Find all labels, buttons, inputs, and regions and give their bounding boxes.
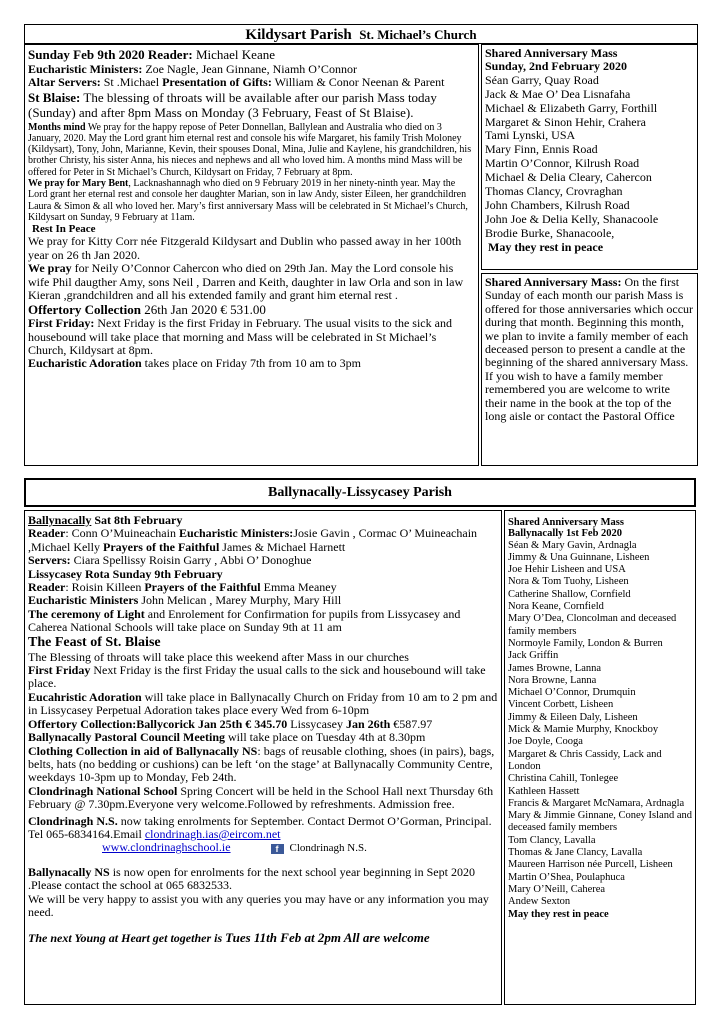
bally-clothing-collection: Clothing Collection in aid of Ballynacally NS: bags of reusable clothing, shoes (in pairs), bags, belts, hats (no bedding or cushions) can be left ‘on the stage’ at Ballynacally Community Centre, weekdays 10-3pm up to Monday, Feb 24th. xyxy=(28,743,495,785)
bally-title: Ballynacally-Lissycasey Parish xyxy=(268,485,452,500)
bally-title-box xyxy=(24,478,696,507)
anniv-name-item: Kathleen Hassett xyxy=(508,785,580,797)
kildysart-adoration: Eucharistic Adoration takes place on Friday 7th from 10 am to 3pm xyxy=(28,356,361,371)
kildysart-neily-oconnor: We pray for Neily O’Connor Cahercon who died on 29th Jan. May the Lord console his wife Phil daugther Amy, sons Neil , Darren and Keith, daughter in law Orla and son in law Kieran ,grandchildren and all his extended family and grant him eternal rest . xyxy=(28,261,464,303)
anniv-name-item: Joe Doyle, Cooga xyxy=(508,736,583,748)
bally-young-at-heart: The next Young at Heart get together is Tues 11th Feb at 2pm All are welcome xyxy=(28,930,430,946)
kildysart-first-friday: First Friday: Next Friday is the first Friday in February. The usual visits to the sick and housebound will take place that morning and Mass will be celebrated in St Michael’s Church, Kildysart at 8pm. xyxy=(28,316,452,357)
kildysart-main-column xyxy=(24,44,479,466)
anniv-name-item: James Browne, Lanna xyxy=(508,662,602,674)
bally-reader: Reader: Conn O’Muineachain Eucharistic Ministers:Josie Gavin , Cormac O’ Muineachain ,Michael Kelly Prayers of the Faithful James & Michael Harnett xyxy=(28,526,478,554)
anniv-name-item: Normoyle Family, London & Burren xyxy=(508,637,663,649)
kildysart-servers: Altar Servers: St .Michael Presentation of Gifts: William & Conor Neenan & Parent xyxy=(28,75,445,89)
anniv-name-item: Nora & Tom Tuohy, Lisheen xyxy=(508,576,629,588)
anniv-name-item: Francis & Margaret McNamara, Ardnagla xyxy=(508,797,685,809)
bally-servers: Servers: Ciara Spellissy Roisin Garry , Abbi O’ Donoghue xyxy=(28,553,312,568)
bally-clondrinagh-enrol: Clondrinagh N.S. now taking enrolments for September. Contact Dermot O’Gorman, Principal. Tel 065-6834164.Email clondrinagh.ias@eircom.net xyxy=(28,813,492,841)
kildysart-title-box xyxy=(24,24,698,44)
bally-assist: We will be very happy to assist you with any queries you may have or any information you may need. xyxy=(28,891,489,919)
anniv-name-item: Mary Finn, Ennis Road xyxy=(485,142,598,157)
anniv-name-item: Tami Lynski, USA xyxy=(485,128,576,143)
anniv-name-item: Margaret & Chris Cassidy, Lack and London xyxy=(508,748,662,772)
bally-main-column xyxy=(24,510,502,1005)
anniv-name-item: Jimmy & Una Guinnane, Lisheen xyxy=(508,551,650,563)
kildysart-ministers: Eucharistic Ministers: Zoe Nagle, Jean Ginnane, Niamh O’Connor xyxy=(28,61,357,76)
anniv-name-item: Mary & Jimmie Ginnane, Coney Island and deceased family members xyxy=(508,810,693,834)
bally-first-friday: First Friday Next Friday is the first Friday the usual calls to the sick and housebound will take place. xyxy=(28,663,486,691)
kildysart-mary-bent: We pray for Mary Bent, Lacknashannagh who died on 9 February 2019 in her ninety-ninth year. May the Lord grant her eternal rest and console her daughter Marian, son in law Andy, sister Eileen, her grandchildren Laura & Simon & all who loved her. Mary’s first anniversary Mass will be celebrated in St Michael’s Church, Kildysart on Sunday, 9 February at 11am. xyxy=(28,178,468,223)
kildysart-reader: Sunday Feb 9th 2020 Reader: Michael Keane xyxy=(28,47,275,62)
anniv-name-item: Thomas Clancy, Crovraghan xyxy=(485,184,623,199)
anniv-name-item: Michael O’Connor, Drumquin xyxy=(508,687,636,699)
bally-feast-text: The Blessing of throats will take place this weekend after Mass in our churches xyxy=(28,649,409,664)
kildysart-title xyxy=(25,25,697,44)
anniv-name-item: Martin O’Shea, Poulaphuca xyxy=(508,871,625,883)
anniv-name-item: Mary O’Dea, Cloncolman and deceased family members xyxy=(508,613,677,637)
anniv-name-item: Séan & Mary Gavin, Ardnagla xyxy=(508,539,637,551)
anniv-name-item: Thomas & Jane Clancy, Lavalla xyxy=(508,847,643,859)
kildysart-rip-heading: Rest In Peace xyxy=(32,223,96,236)
kildysart-anniv-rip: May they rest in peace xyxy=(488,239,604,254)
bally-anniv-rip: May they rest in peace xyxy=(508,908,609,920)
kildysart-anniv-heading: Shared Anniversary Mass xyxy=(485,46,618,60)
anniv-name-item: Nora Keane, Cornfield xyxy=(508,601,604,613)
kildysart-parish-name: Kildysart Parish xyxy=(245,27,352,43)
anniv-name-item: Brodie Burke, Shanacoole, xyxy=(485,225,615,240)
facebook-label: Clondrinagh N.S. xyxy=(289,842,367,855)
anniv-name-item: Jimmy & Eileen Daly, Lisheen xyxy=(508,711,638,723)
anniv-name-item: Margaret & Sinon Hehir, Crahera xyxy=(485,114,646,129)
bally-lissycasey-rota: Lissycasey Rota Sunday 9th February xyxy=(28,566,223,581)
bally-anniversary-list xyxy=(504,510,696,1005)
anniv-name-item: Mary O’Neill, Caherea xyxy=(508,883,606,895)
facebook-icon[interactable]: f xyxy=(271,844,284,854)
anniv-name-item: Jack Griffin xyxy=(508,650,559,662)
bally-adoration: Eucahristic Adoration will take place in Ballynacally Church on Friday from 10 am to 2 pm and in Lissycasey Perpetual Adoration takes place every Wed from 6-10pm xyxy=(28,689,498,718)
anniv-name-item: Joe Hehir Lisheen and USA xyxy=(508,564,626,576)
kildysart-anniv-names xyxy=(485,74,694,241)
bally-ns-enrol: Ballynacally NS is now open for enrolments for the next school year beginning in Sept 2020 .Please contact the school at 065 6832533. xyxy=(28,864,475,893)
bally-anniv-names xyxy=(508,540,692,909)
anniv-name-item: John Chambers, Kilrush Road xyxy=(485,197,630,212)
anniv-name-item: Vincent Corbett, Lisheen xyxy=(508,699,614,711)
kildysart-shared-anniv-text: Shared Anniversary Mass: On the first Sunday of each month our parish Mass is offered for those anniversaries which occur during that month. Beginning this month, we plan to invite a family member of each deceased person to present a candle at the beginning of the shared anniversary Mass. If you wish to have a family member remembered you are welcome to write their name in the book at the top of the long aisle or contact the Pastoral Office xyxy=(485,275,694,424)
kildysart-church-name: St. Michael’s Church xyxy=(359,27,477,42)
bally-offertory: Offertory Collection:Ballycorick Jan 25th € 345.70 Lissycasey Jan 26th €587.97 xyxy=(28,716,433,731)
kildysart-st-blaise: St Blaise: The blessing of throats will be available after our parish Mass today (Sunday) and after 8pm Mass on Monday (3 February, Feast of St Blaise). xyxy=(28,90,437,120)
anniv-name-item: Andew Sexton xyxy=(508,896,571,908)
bally-lissy-reader: Reader: Roisin Killeen Prayers of the Faithful Emma Meaney xyxy=(28,580,337,595)
kildysart-offertory: Offertory Collection 26th Jan 2020 € 531.00 xyxy=(28,301,266,317)
bally-lissy-ministers: Eucharistic Ministers John Melican , Marey Murphy, Mary Hill xyxy=(28,593,342,608)
kildysart-months-mind: Months mind We pray for the happy repose of Peter Donnellan, Ballylean and Australia who died on 3 January, 2020. May the Lord grant him eternal rest and console his wife Margaret, his family Trish Moloney (Kildysart), Tony, John, Marianne, Kevin, their spouses Donal, Mina, Julie and Kaylene, his grandchildren, his brother Christy, his sister Anna, his nieces and nephews and all who loved him. A months mind Mass will be offered for Peter in St Michael’s Church, Kildysart on Friday, 7 February at 8pm. xyxy=(28,121,472,178)
anniv-name-item: John Joe & Delia Kelly, Shanacoole xyxy=(485,211,659,226)
kildysart-kitty-corr: We pray for Kitty Corr née Fitzgerald Kildysart and Dublin who passed away in her 100th year on 26 th Jan 2020. xyxy=(28,234,462,262)
anniv-name-item: Jack & Mae O’ Dea Lisnafaha xyxy=(485,86,631,101)
anniv-name-item: Nora Browne, Lanna xyxy=(508,674,597,686)
bally-anniv-date: Ballynacally 1st Feb 2020 xyxy=(508,528,623,540)
anniv-name-item: Michael & Elizabeth Garry, Forthill xyxy=(485,100,658,115)
bally-website-row xyxy=(102,841,498,855)
bally-council-meeting: Ballynacally Pastoral Council Meeting will take place on Tuesday 4th at 8.30pm xyxy=(28,730,426,745)
anniv-name-item: Christina Cahill, Tonlegee xyxy=(508,773,619,785)
anniv-name-item: Maureen Harrison née Purcell, Lisheen xyxy=(508,859,673,871)
anniv-name-item: Séan Garry, Quay Road xyxy=(485,72,599,87)
email-link[interactable]: clondrinagh.ias@eircom.net xyxy=(144,826,281,841)
anniv-name-item: Michael & Delia Cleary, Cahercon xyxy=(485,170,652,185)
bally-ceremony-light: The ceremony of Light and Enrolement for Confirmation for pupils from Lissycasey and Caherea National Schools will take place on Sunday 9th at 11 am xyxy=(28,606,461,635)
kildysart-shared-anniv-box xyxy=(481,273,698,466)
anniv-name-item: Mick & Mamie Murphy, Knockboy xyxy=(508,724,659,736)
anniv-name-item: Martin O’Connor, Kilrush Road xyxy=(485,156,640,171)
anniv-name-item: Catherine Shallow, Cornfield xyxy=(508,588,631,600)
bally-date: Ballynacally Sat 8th February xyxy=(28,513,183,527)
website-link[interactable]: www.clondrinaghschool.ie xyxy=(102,840,231,855)
kildysart-anniv-date: Sunday, 2nd February 2020 xyxy=(485,59,628,74)
bally-anniv-heading: Shared Anniversary Mass xyxy=(508,517,624,528)
bally-clondrinagh-concert: Clondrinagh National School Spring Concert will be held in the School Hall next Thursday 6th February @ 7.30pm.Everyone very welcome.Followed by refreshments. Admission free. xyxy=(28,783,494,812)
kildysart-anniversary-list xyxy=(481,44,698,270)
anniv-name-item: Tom Clancy, Lavalla xyxy=(508,834,596,846)
bally-feast-heading: The Feast of St. Blaise xyxy=(28,634,161,650)
